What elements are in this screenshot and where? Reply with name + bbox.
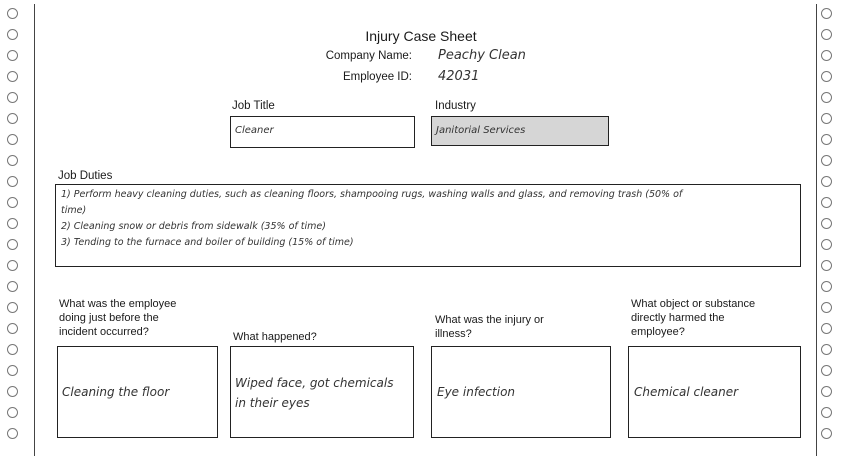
feed-hole [821, 428, 832, 439]
feed-hole [7, 239, 18, 250]
industry-field[interactable] [431, 116, 609, 146]
feed-hole [7, 260, 18, 271]
job-duties-field[interactable] [55, 184, 801, 267]
feed-hole [7, 428, 18, 439]
company-name-label: Company Name: [325, 50, 412, 62]
perforation-line-left [34, 4, 35, 456]
answer-what-happened[interactable] [230, 346, 414, 438]
job-title-field[interactable] [230, 116, 415, 148]
industry-label: Industry [435, 100, 476, 112]
question-line: What happened? [233, 331, 317, 343]
feed-hole [7, 323, 18, 334]
answer-text: in their eyes [235, 396, 310, 410]
question-what-happened [233, 330, 317, 344]
feed-hole [7, 134, 18, 145]
question-injury-illness [435, 313, 544, 341]
job-title-label: Job Title [232, 100, 275, 112]
feed-hole [7, 302, 18, 313]
employee-id-label: Employee ID: [342, 71, 412, 83]
feed-hole [821, 407, 832, 418]
answer-text: Eye infection [437, 385, 516, 399]
feed-hole [821, 155, 832, 166]
feed-hole [821, 260, 832, 271]
answer-injury-illness[interactable] [431, 346, 611, 438]
answer-before-incident[interactable] [57, 346, 218, 438]
answer-text: Cleaning the floor [62, 385, 170, 399]
question-line: directly harmed the [631, 312, 725, 324]
tractor-feed-strip-right [814, 4, 842, 456]
question-before-incident [59, 297, 176, 339]
feed-hole [821, 218, 832, 229]
feed-hole [7, 8, 18, 19]
feed-hole [821, 50, 832, 61]
answer-object-substance[interactable] [628, 346, 801, 438]
feed-hole [821, 302, 832, 313]
question-line: What was the employee [59, 298, 177, 310]
question-line: illness? [435, 328, 472, 340]
page-title: Injury Case Sheet [365, 28, 477, 44]
duty-line: 2) Cleaning snow or debris from sidewalk (35% of time) [61, 221, 326, 232]
answer-text: Chemical cleaner [634, 385, 739, 399]
question-object-substance [631, 297, 755, 339]
question-line: incident occurred? [59, 326, 149, 338]
feed-hole [7, 407, 18, 418]
duty-line: time) [61, 205, 87, 216]
feed-hole [7, 50, 18, 61]
question-line: doing just before the [59, 312, 159, 324]
feed-hole [821, 323, 832, 334]
feed-hole [821, 71, 832, 82]
feed-hole [7, 218, 18, 229]
feed-hole [821, 92, 832, 103]
feed-hole [821, 281, 832, 292]
duty-line: 1) Perform heavy cleaning duties, such as cleaning floors, shampooing rugs, washing walls and glass, and removing trash (50% of [61, 189, 683, 200]
company-name-value[interactable]: Peachy Clean [438, 48, 526, 63]
feed-hole [821, 197, 832, 208]
feed-hole [7, 92, 18, 103]
question-line: What was the injury or [435, 314, 544, 326]
employee-id-value[interactable]: 42031 [438, 69, 480, 84]
tractor-feed-strip-left [0, 4, 28, 456]
feed-hole [7, 197, 18, 208]
question-line: What object or substance [631, 298, 756, 310]
industry-value: Janitorial Services [436, 125, 526, 136]
feed-hole [7, 155, 18, 166]
job-duties-label: Job Duties [58, 170, 113, 182]
feed-hole [821, 113, 832, 124]
feed-hole [7, 71, 18, 82]
feed-hole [821, 8, 832, 19]
duty-line: 3) Tending to the furnace and boiler of building (15% of time) [61, 237, 354, 248]
feed-hole [7, 365, 18, 376]
feed-hole [821, 239, 832, 250]
job-title-value: Cleaner [235, 125, 274, 136]
feed-hole [821, 386, 832, 397]
feed-hole [821, 176, 832, 187]
answer-text: Wiped face, got chemicals [235, 376, 394, 390]
feed-hole [7, 386, 18, 397]
question-line: employee? [631, 326, 685, 338]
feed-hole [7, 344, 18, 355]
feed-hole [7, 281, 18, 292]
feed-hole [7, 176, 18, 187]
feed-hole [7, 113, 18, 124]
feed-hole [821, 344, 832, 355]
feed-hole [821, 365, 832, 376]
feed-hole [821, 134, 832, 145]
perforation-line-right [816, 4, 817, 456]
